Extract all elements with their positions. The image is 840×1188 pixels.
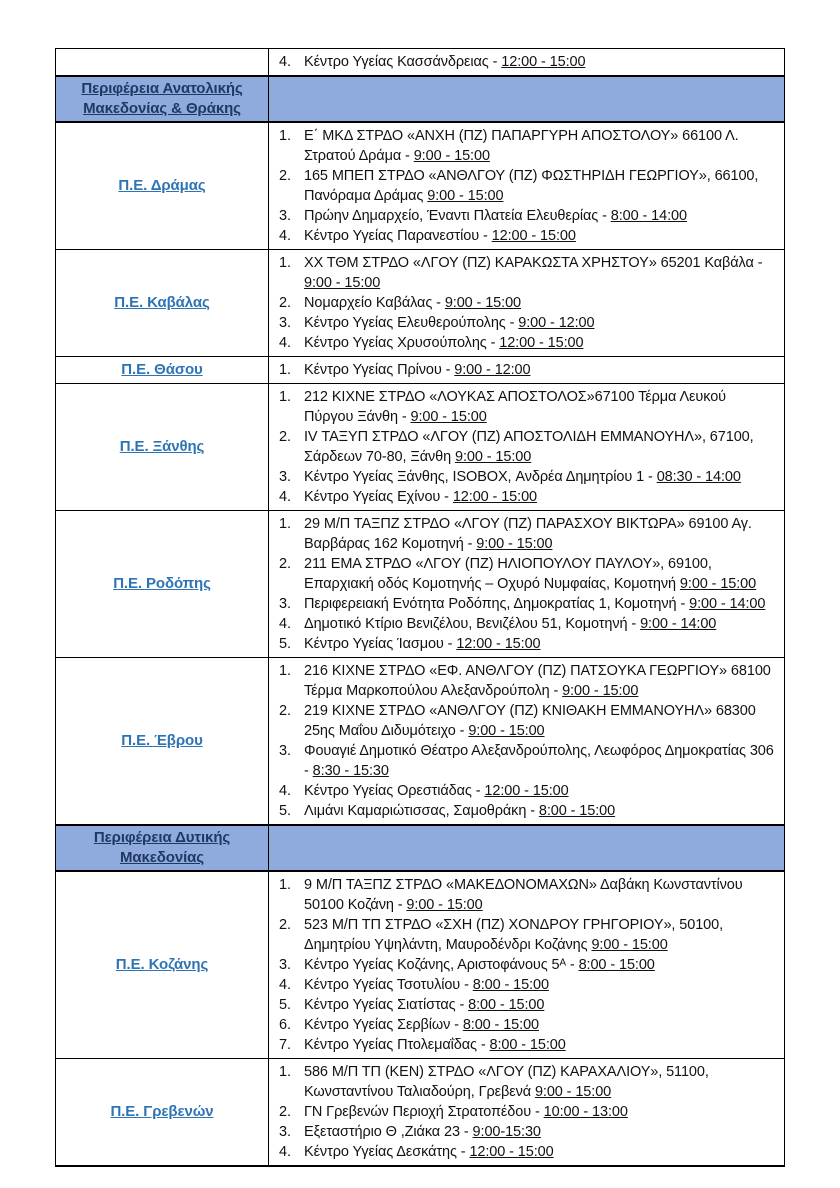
list-item-number: 1. [279, 389, 291, 405]
list-item-body [304, 781, 776, 801]
list-item [269, 701, 776, 741]
region-link[interactable]: Π.Ε. Γρεβενών [110, 1103, 214, 1120]
list-item [269, 333, 776, 353]
list-item-body [304, 875, 776, 915]
list-item-text: Κέντρο Υγείας Χρυσούπολης - [304, 335, 500, 351]
list-item [269, 487, 776, 507]
region-items-cell [269, 122, 785, 250]
list-item-text: 219 ΚΙΧΝΕ ΣΤΡΔΟ «ΑΝΘΛΓΟΥ (ΠΖ) ΚΝΙΘΑΚΗ ΕΜΜΑΝΟΥΗΛ» 68300 25ης Μαΐου Διδυμότειχο - [304, 703, 756, 739]
list-item-text: 165 ΜΠΕΠ ΣΤΡΔΟ «ΑΝΘΛΓΟΥ (ΠΖ) ΦΩΣΤΗΡΙΔΗ ΓΕΩΡΓΙΟΥ», 66100, Πανόραμα Δράμας [304, 168, 759, 204]
region-items-cell [269, 384, 785, 511]
list-item-number: 6. [279, 1017, 291, 1033]
list-item [269, 226, 776, 246]
list-item-text: Κέντρο Υγείας Πτολεμαΐδας - [304, 1037, 490, 1053]
list-item-time: 9:00 - 15:00 [304, 275, 381, 291]
list-item-number: 4. [279, 783, 291, 799]
list-item-time: 9:00 - 12:00 [454, 362, 531, 378]
list-item-time: 9:00 - 15:00 [591, 937, 668, 953]
list-item-number: 3. [279, 1124, 291, 1140]
list-item-body [304, 253, 776, 293]
list-item-number: 1. [279, 877, 291, 893]
list-item-time: 8:00 - 15:00 [468, 997, 545, 1013]
list-item-time: 12:00 - 15:00 [491, 228, 576, 244]
list-item-text: Κέντρο Υγείας Παρανεστίου - [304, 228, 492, 244]
list-item-number: 5. [279, 803, 291, 819]
list-item-text: Κέντρο Υγείας Ορεστιάδας - [304, 783, 485, 799]
region-link[interactable]: Π.Ε. Έβρου [121, 732, 203, 749]
list-item-text: Κέντρο Υγείας Ελευθερούπολης - [304, 315, 519, 331]
region-link[interactable]: Π.Ε. Ροδόπης [113, 575, 211, 592]
list-item-time: 9:00 - 12:00 [518, 315, 595, 331]
list-item-body [304, 661, 776, 701]
region-items-cell [269, 511, 785, 658]
list-item [269, 166, 776, 206]
list-item-number: 1. [279, 362, 291, 378]
table-row [56, 511, 785, 658]
region-items-cell [269, 871, 785, 1059]
list-item-number: 3. [279, 957, 291, 973]
region-label-cell [56, 49, 269, 77]
list-item-number: 4. [279, 54, 291, 70]
region-label-cell [56, 1059, 269, 1167]
list-item [269, 1102, 776, 1122]
list-item-text: 9 Μ/Π ΤΑΞΠΖ ΣΤΡΔΟ «ΜΑΚΕΔΟΝΟΜΑΧΩΝ» Δαβάκη Κωνσταντίνου 50100 Κοζάνη - [304, 877, 743, 913]
list-item-time: 12:00 - 15:00 [452, 489, 538, 505]
list-item-text: Δημοτικό Κτίριο Βενιζέλου, Βενιζέλου 51, Κομοτηνή - [304, 616, 641, 632]
list-item-body [304, 915, 776, 955]
region-items-cell [269, 357, 785, 384]
list-item-text: Νομαρχείο Καβάλας - [304, 295, 445, 311]
list-item [269, 801, 776, 821]
list-item-text: Κέντρο Υγείας Εχίνου - [304, 489, 453, 505]
list-item-body [304, 1062, 776, 1102]
list-item-time: 9:00-15:30 [472, 1124, 541, 1140]
list-item-time: 8:30 - 15:30 [312, 763, 389, 779]
list-item-body [304, 975, 776, 995]
list-item-time: 9:00 - 15:00 [679, 576, 757, 592]
list-item-body [304, 1122, 776, 1142]
list-item [269, 360, 776, 380]
list-item-body [304, 1102, 776, 1122]
list-item-body [304, 360, 776, 380]
list-item-number: 5. [279, 636, 291, 652]
list-item-time: 8:00 - 15:00 [578, 957, 655, 973]
region-label-cell [56, 658, 269, 826]
list-item-body [304, 313, 776, 333]
region-group-header-empty-cell [269, 76, 785, 122]
list-item-number: 2. [279, 556, 291, 572]
list-item [269, 52, 776, 72]
locations-schedule-table [55, 48, 785, 1167]
list-item [269, 955, 776, 975]
list-item-time: 9:00 - 14:00 [689, 596, 766, 612]
list-item [269, 1015, 776, 1035]
list-item-body [304, 427, 776, 467]
list-item-body [304, 166, 776, 206]
list-item-time: 9:00 - 15:00 [455, 449, 532, 465]
table-row-region-group-header [56, 76, 785, 122]
list-item-time: 08:30 - 14:00 [656, 469, 741, 485]
table-row [56, 122, 785, 250]
list-item-time: 10:00 - 13:00 [543, 1104, 628, 1120]
list-item-number: 2. [279, 429, 291, 445]
list-item-text: Κέντρο Υγείας Κοζάνης, Αριστοφάνους 5ᴬ - [304, 957, 579, 973]
list-item-time: 8:00 - 15:00 [472, 977, 549, 993]
list-item [269, 915, 776, 955]
table-body [56, 49, 785, 1167]
list-item [269, 1142, 776, 1162]
list-item-number: 4. [279, 489, 291, 505]
list-item-number: 7. [279, 1037, 291, 1053]
list-item-body [304, 701, 776, 741]
list-item-number: 1. [279, 516, 291, 532]
list-item-text: Λιμάνι Καμαριώτισσας, Σαμοθράκη - [304, 803, 539, 819]
list-item [269, 293, 776, 313]
list-item [269, 741, 776, 781]
table-row [56, 250, 785, 357]
list-item-body [304, 554, 776, 594]
list-item-time: 9:00 - 15:00 [476, 536, 553, 552]
list-item [269, 995, 776, 1015]
list-item-time: 8:00 - 14:00 [610, 208, 687, 224]
list-item-time: 8:00 - 15:00 [462, 1017, 540, 1033]
list-item-text: 29 Μ/Π ΤΑΞΠΖ ΣΤΡΔΟ «ΛΓΟΥ (ΠΖ) ΠΑΡΑΣΧΟΥ ΒΙΚΤΩΡΑ» 69100 Αγ. Βαρβάρας 162 Κομοτηνή - [304, 516, 752, 552]
list-item-text: Κέντρο Υγείας Σιατίστας - [304, 997, 469, 1013]
list-item-body [304, 594, 776, 614]
list-item-text: 586 Μ/Π ΤΠ (ΚΕΝ) ΣΤΡΔΟ «ΛΓΟΥ (ΠΖ) ΚΑΡΑΧΑΛΙΟΥ», 51100, Κωνσταντίνου Ταλιαδούρη, Γρεβενά [304, 1064, 709, 1100]
list-item-body [304, 741, 776, 781]
table-row [56, 357, 785, 384]
region-group-header-cell [56, 825, 269, 871]
list-item-number: 3. [279, 208, 291, 224]
list-item-body [304, 514, 776, 554]
list-item-time: 9:00 - 15:00 [562, 683, 639, 699]
region-label-cell [56, 122, 269, 250]
list-item-body [304, 614, 776, 634]
list-item-text: Ε΄ ΜΚΔ ΣΤΡΔΟ «ΑΝΧΗ (ΠΖ) ΠΑΠΑΡΓΥΡΗ ΑΠΟΣΤΟΛΟΥ» 66100 Λ. Στρατού Δράμα - [304, 128, 739, 164]
list-item-number: 4. [279, 228, 291, 244]
list-item [269, 975, 776, 995]
list-item-text: Κέντρο Υγείας Πρίνου - [304, 362, 455, 378]
region-items-cell [269, 658, 785, 826]
list-item-number: 1. [279, 1064, 291, 1080]
list-item [269, 427, 776, 467]
list-item-number: 2. [279, 703, 291, 719]
list-item-text: IV ΤΑΞΥΠ ΣΤΡΔΟ «ΛΓΟΥ (ΠΖ) ΑΠΟΣΤΟΛΙΔΗ ΕΜΜΑΝΟΥΗΛ», 67100, Σάρδεων 70-80, Ξάνθη [304, 429, 754, 465]
list-item-time: 12:00 - 15:00 [456, 636, 541, 652]
list-item-time: 12:00 - 15:00 [501, 54, 586, 70]
list-item-body [304, 1142, 776, 1162]
table-row [56, 384, 785, 511]
list-item-time: 9:00 - 15:00 [406, 897, 483, 913]
list-item-number: 5. [279, 997, 291, 1013]
list-item [269, 1035, 776, 1055]
region-group-header-label: Περιφέρεια Δυτικής Μακεδονίας [93, 829, 231, 866]
list-item-time: 8:00 - 15:00 [538, 803, 616, 819]
list-item-time: 9:00 - 15:00 [413, 148, 490, 164]
list-item-time: 12:00 - 15:00 [484, 783, 569, 799]
list-item-text: 212 ΚΙΧΝΕ ΣΤΡΔΟ «ΛΟΥΚΑΣ ΑΠΟΣΤΟΛΟΣ»67100 Τέρμα Λευκού Πύργου Ξάνθη - [304, 389, 726, 425]
list-item [269, 387, 776, 427]
list-item-text: 216 ΚΙΧΝΕ ΣΤΡΔΟ «ΕΦ. ΑΝΘΛΓΟΥ (ΠΖ) ΠΑΤΣΟΥΚΑ ΓΕΩΡΓΙΟΥ» 68100 Τέρμα Μαρκοπούλου Αλεξανδρούπολη - [304, 663, 771, 699]
list-item-number: 2. [279, 168, 291, 184]
list-item-number: 2. [279, 295, 291, 311]
list-item-body [304, 333, 776, 353]
region-items-cell [269, 250, 785, 357]
list-item [269, 1062, 776, 1102]
table-row [56, 871, 785, 1059]
list-item-time: 9:00 - 15:00 [468, 723, 545, 739]
list-item-time: 12:00 - 15:00 [469, 1144, 554, 1160]
list-item [269, 253, 776, 293]
list-item-body [304, 126, 776, 166]
list-item-body [304, 467, 776, 487]
list-item-text: Κέντρο Υγείας Ξάνθης, ISOBOX, Ανδρέα Δημητρίου 1 - [304, 469, 657, 485]
list-item-number: 2. [279, 1104, 291, 1120]
list-item-body [304, 995, 776, 1015]
list-item-number: 4. [279, 616, 291, 632]
region-items-cell [269, 49, 785, 77]
region-group-header-cell [56, 76, 269, 122]
list-item [269, 313, 776, 333]
region-label-cell [56, 384, 269, 511]
region-link[interactable]: Π.Ε. Ξάνθης [119, 438, 205, 455]
list-item-text: Κέντρο Υγείας Ίασμου - [304, 636, 457, 652]
list-item-body [304, 206, 776, 226]
list-item [269, 594, 776, 614]
list-item-number: 3. [279, 596, 291, 612]
region-group-header-label: Περιφέρεια Ανατολικής Μακεδονίας & Θράκης [81, 80, 243, 117]
list-item-text: Εξεταστήριο Θ ,Ζιάκα 23 - [304, 1124, 473, 1140]
list-item [269, 1122, 776, 1142]
list-item-body [304, 52, 776, 72]
list-item-text: Κέντρο Υγείας Κασσάνδρειας - [304, 54, 502, 70]
list-item [269, 875, 776, 915]
list-item [269, 781, 776, 801]
list-item-body [304, 226, 776, 246]
list-item-text: ΧΧ ΤΘΜ ΣΤΡΔΟ «ΛΓΟΥ (ΠΖ) ΚΑΡΑΚΩΣΤΑ ΧΡΗΣΤΟΥ» 65201 Καβάλα - [304, 255, 763, 271]
list-item-body [304, 955, 776, 975]
list-item-number: 3. [279, 469, 291, 485]
list-item [269, 126, 776, 166]
list-item [269, 554, 776, 594]
list-item-text: Κέντρο Υγείας Δεσκάτης - [304, 1144, 470, 1160]
list-item-text: 523 Μ/Π ΤΠ ΣΤΡΔΟ «ΣΧΗ (ΠΖ) ΧΟΝΔΡΟΥ ΓΡΗΓΟΡΙΟΥ», 50100, Δημητρίου Υψηλάντη, Μαυροδένδρι Κοζάνης [304, 917, 724, 953]
list-item-number: 1. [279, 663, 291, 679]
list-item-text: Πρώην Δημαρχείο, Έναντι Πλατεία Ελευθερίας - [304, 208, 611, 224]
list-item-text: Κέντρο Υγείας Σερβίων - [304, 1017, 463, 1033]
list-item-text: Φουαγιέ Δημοτικό Θέατρο Αλεξανδρούπολης, Λεωφόρος Δημοκρατίας 306 - [304, 743, 774, 779]
list-item [269, 614, 776, 634]
list-item-number: 1. [279, 128, 291, 144]
list-item-number: 3. [279, 315, 291, 331]
list-item-text: 211 ΕΜΑ ΣΤΡΔΟ «ΛΓΟΥ (ΠΖ) ΗΛΙΟΠΟΥΛΟΥ ΠΑΥΛΟΥ», 69100, Επαρχιακή οδός Κομοτηνής – Οχυρό Νυμφαίας, Κομοτηνή [304, 556, 712, 592]
region-group-header-empty-cell [269, 825, 785, 871]
region-link[interactable]: Π.Ε. Κοζάνης [115, 956, 209, 973]
region-link[interactable]: Π.Ε. Καβάλας [114, 294, 210, 311]
list-item-body [304, 634, 776, 654]
list-item [269, 634, 776, 654]
list-item-body [304, 387, 776, 427]
list-item [269, 661, 776, 701]
list-item-body [304, 1015, 776, 1035]
list-item-body [304, 293, 776, 313]
list-item-body [304, 1035, 776, 1055]
list-item-time: 9:00 - 15:00 [444, 295, 522, 311]
list-item-body [304, 487, 776, 507]
list-item-number: 2. [279, 917, 291, 933]
list-item-number: 4. [279, 1144, 291, 1160]
list-item [269, 514, 776, 554]
region-label-cell [56, 250, 269, 357]
region-label-cell [56, 357, 269, 384]
table-row [56, 49, 785, 77]
region-label-cell [56, 511, 269, 658]
list-item [269, 467, 776, 487]
table-row [56, 1059, 785, 1167]
list-item-time: 9:00 - 14:00 [640, 616, 717, 632]
list-item-time: 9:00 - 15:00 [410, 409, 487, 425]
list-item-time: 9:00 - 15:00 [534, 1084, 612, 1100]
region-link[interactable]: Π.Ε. Δράμας [118, 177, 206, 194]
list-item-number: 1. [279, 255, 291, 271]
region-items-cell [269, 1059, 785, 1167]
list-item-number: 4. [279, 335, 291, 351]
list-item-text: Περιφερειακή Ενότητα Ροδόπης, Δημοκρατίας 1, Κομοτηνή - [304, 596, 690, 612]
list-item-time: 12:00 - 15:00 [499, 335, 584, 351]
list-item-number: 3. [279, 743, 291, 759]
region-label-cell [56, 871, 269, 1059]
list-item-number: 4. [279, 977, 291, 993]
table-row [56, 658, 785, 826]
list-item-text: Κέντρο Υγείας Τσοτυλίου - [304, 977, 473, 993]
list-item-text: ΓΝ Γρεβενών Περιοχή Στρατοπέδου - [304, 1104, 544, 1120]
list-item [269, 206, 776, 226]
list-item-body [304, 801, 776, 821]
table-row-region-group-header [56, 825, 785, 871]
list-item-time: 9:00 - 15:00 [427, 188, 504, 204]
region-link[interactable]: Π.Ε. Θάσου [121, 361, 203, 378]
list-item-time: 8:00 - 15:00 [489, 1037, 566, 1053]
